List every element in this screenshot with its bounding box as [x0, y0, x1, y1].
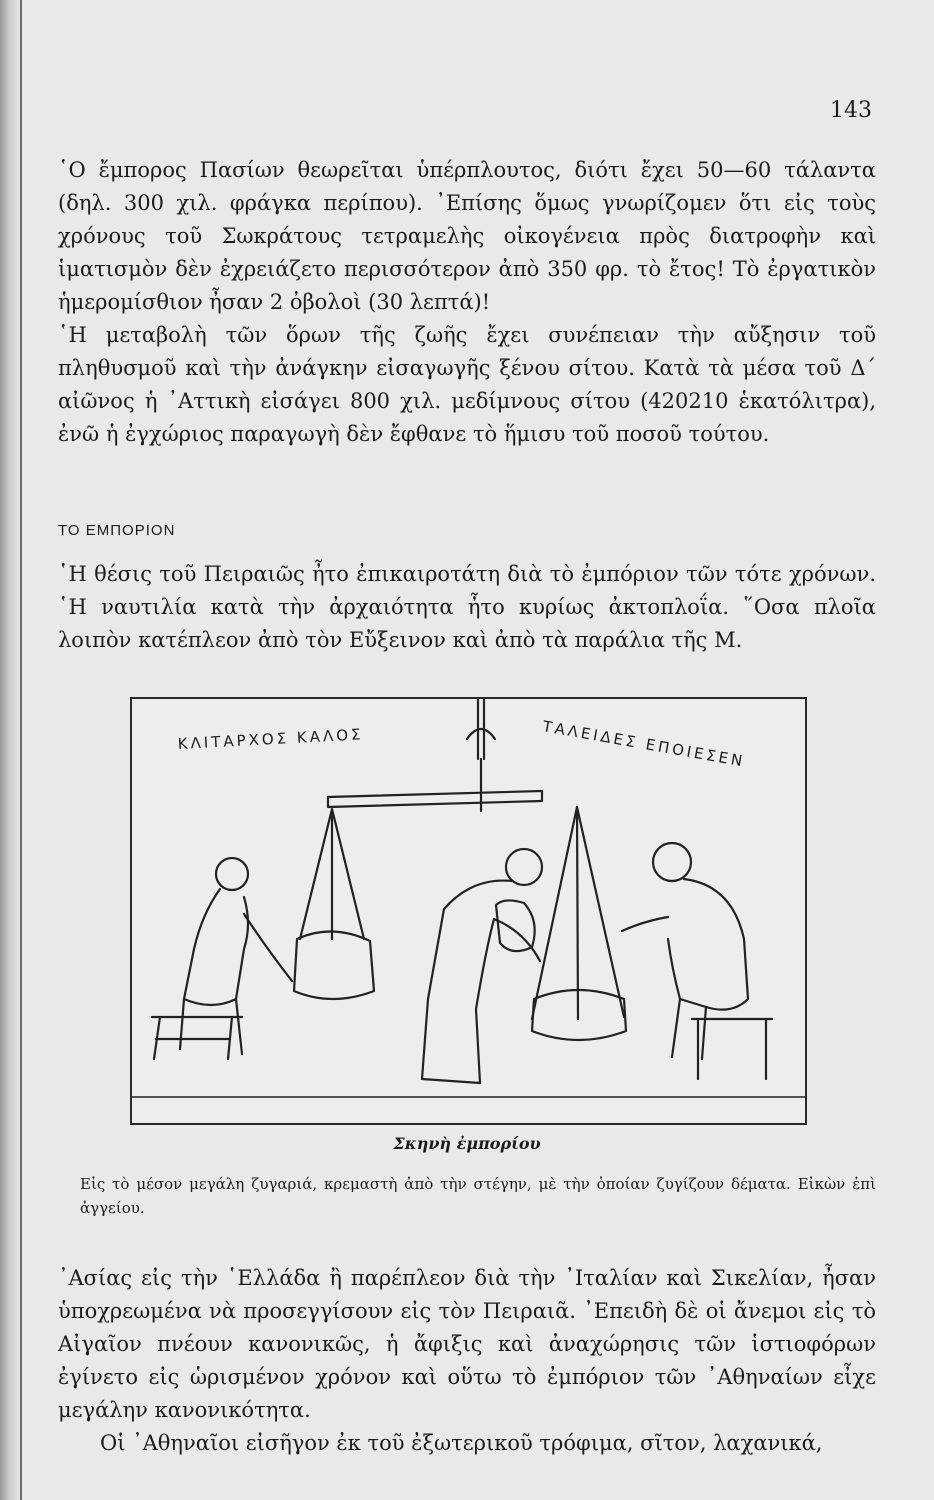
left-figure-arm: [244, 914, 292, 981]
scale-hook: [467, 729, 495, 739]
text-block-bottom: [58, 1262, 876, 1460]
paragraph: ῾Η μεταβολὴ τῶν ὅρων τῆς ζωῆς ἔχει συνέπειαν τὴν αὔξησιν τοῦ πληθυσμοῦ καὶ τὴν ἀνάγκην εἰσαγωγῆς ξένου σίτου. Κατὰ τὰ μέσα τοῦ Δ΄ αἰῶνος ἡ ᾿Αττικὴ εἰσάγει 800 χιλ. μεδίμνους σίτου (420210 ἑκατόλιτρα), ἐνῶ ἡ ἐγχώριος παραγωγὴ δὲν ἔφθανε τὸ ἥμισυ τοῦ ποσοῦ τούτου.: [58, 323, 876, 446]
text-block-top: [58, 154, 876, 451]
left-bundle: [294, 931, 374, 999]
vase-illustration: [130, 697, 807, 1125]
paragraph: ῾Ο ἔμπορος Πασίων θεωρεῖται ὑπέρπλουτος, διότι ἔχει 50—60 τάλαντα (δηλ. 300 χιλ. φράγκα περίπου). ᾿Επίσης ὅμως γνωρίζομεν ὅτι εἰς τοὺς χρόνους τοῦ Σωκράτους τετραμελὴς οἰκογένεια πρὸς διατροφὴν καὶ ἱματισμὸν δὲν ἐχρειάζετο περισσότερον ἀπὸ 350 φρ. τὸ ἔτος! Τὸ ἐργατικὸν ἡμερομίσθιον ἦσαν 2 ὀβολοὶ (30 λεπτά)!: [58, 158, 876, 314]
page-number: 143: [830, 98, 872, 123]
left-stool: [152, 1017, 242, 1059]
balance-beam: [328, 791, 542, 807]
figure-caption: Εἰς τὸ μέσον μεγάλη ζυγαριά, κρεμαστὴ ἀπὸ τὴν στέγην, μὲ τὴν ὁποίαν ζυγίζουν δέματα. Εἰκὼν ἐπὶ ἀγγείου.: [80, 1175, 876, 1217]
left-figure-head: [216, 858, 248, 890]
page-edge-shadow: [0, 0, 22, 1500]
middle-figure-body: [422, 881, 512, 1083]
left-pan-cords: [300, 809, 364, 939]
right-figure-head: [653, 843, 691, 881]
inscription-right: ΤΑΛΕΙΔΕΣ ΕΠΟΙΕΣΕΝ: [541, 717, 747, 771]
paragraph: ῾Η θέσις τοῦ Πειραιῶς ἦτο ἐπικαιροτάτη διὰ τὸ ἐμπόριον τῶν τότε χρόνων. ῾Η ναυτιλία κατὰ τὴν ἀρχαιότητα ἦτο κυρίως ἀκτοπλοΐα. ῞Οσα πλοῖα λοιπὸν κατέπλεον ἀπὸ τὸν Εὔξεινον καὶ ἀπὸ τὰ παράλια τῆς Μ.: [58, 562, 876, 652]
right-figure-arm: [622, 917, 668, 931]
paragraph: ᾿Ασίας εἰς τὴν ῾Ελλάδα ἢ παρέπλεον διὰ τὴν ᾿Ιταλίαν καὶ Σικελίαν, ἦσαν ὑποχρεωμένα νὰ προσεγγίσουν εἰς τὸν Πειραιᾶ. ᾿Επειδὴ δὲ οἱ ἄνεμοι εἰς τὸ Αἰγαῖον πνέουν κανονικῶς, ἡ ἄφιξις καὶ ἀναχώρησις τῶν ἱστιοφόρων ἐγίνετο εἰς ὡρισμένον χρόνον καὶ οὕτω τὸ ἐμπόριον τῶν ᾿Αθηναίων εἶχε μεγάλην κανονικότητα.: [58, 1266, 876, 1422]
figure-title: Σκηνὴ ἐμπορίου: [393, 1134, 541, 1153]
vase-drawing: [132, 699, 805, 1123]
paragraph: Οἱ ᾿Αθηναῖοι εἰσῆγον ἐκ τοῦ ἐξωτερικοῦ τρόφιμα, σῖτον, λαχανικά,: [100, 1431, 823, 1455]
inscription-left: ΚΛΙΤΑΡΧΟΣ ΚΑΛΟΣ: [177, 725, 364, 753]
section-heading: ΤΟ ΕΜΠΟΡΙΟΝ: [58, 522, 176, 539]
page-edge-line: [20, 0, 22, 1500]
right-figure-body: [668, 879, 748, 1010]
middle-figure-head: [506, 849, 542, 885]
text-block-section: [58, 558, 876, 657]
left-figure-legs: [180, 999, 242, 1054]
right-figure-legs: [672, 999, 706, 1059]
right-pan-cords: [532, 807, 624, 1019]
left-figure-body: [184, 889, 248, 1005]
